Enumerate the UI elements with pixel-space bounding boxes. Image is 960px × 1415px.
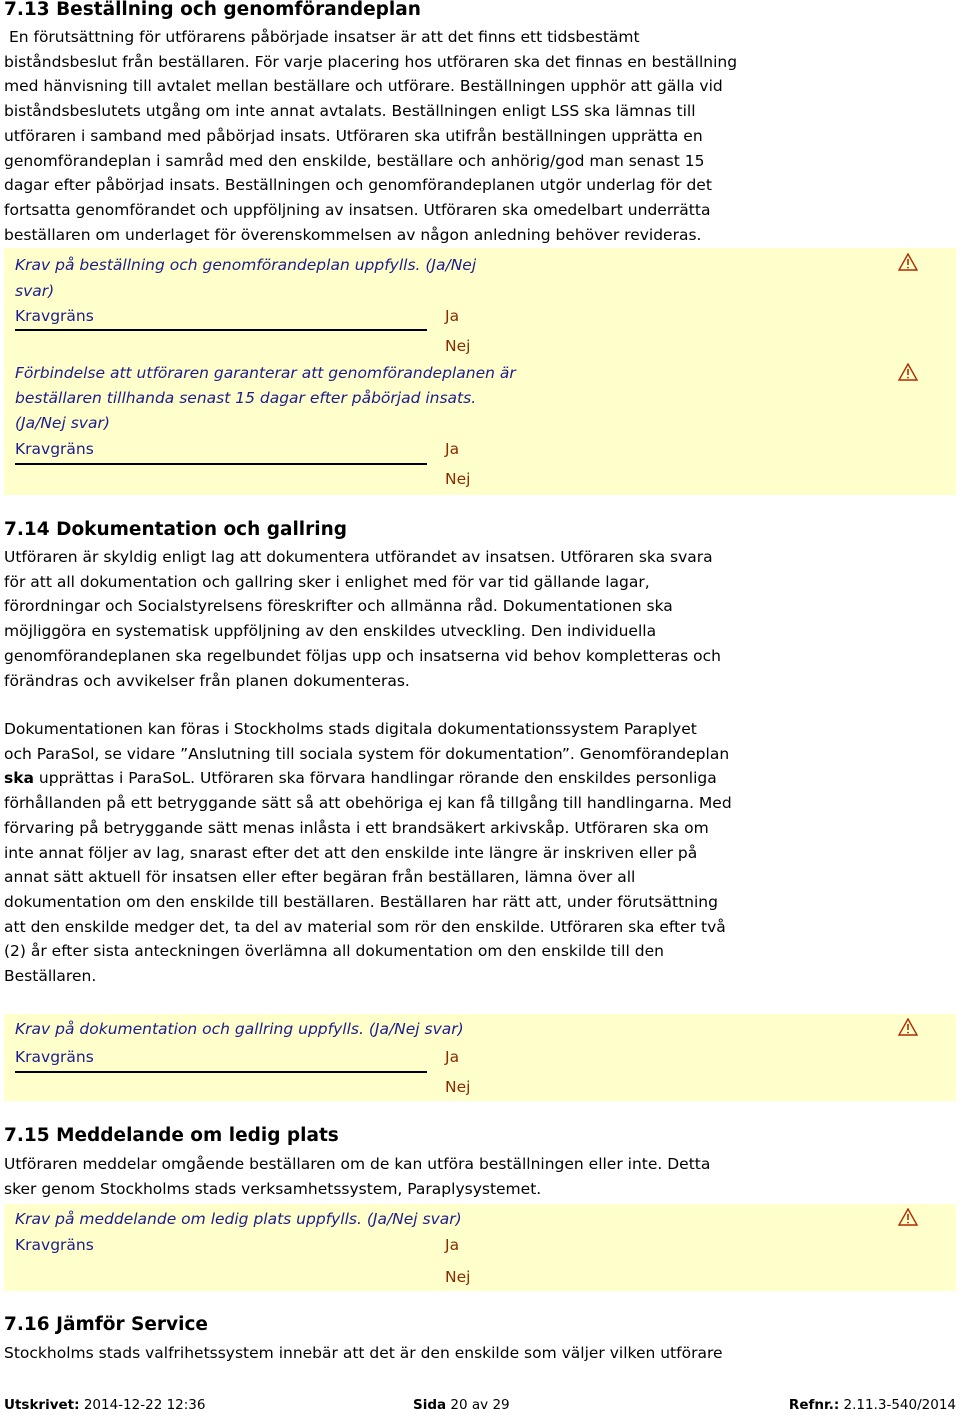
- paragraph-text: upprättas i ParaSoL. Utföraren ska förvara handlingar rörande den enskildes personliga förhållanden på ett betryggande sätt så att obehöriga ej kan få tillgång till handlingarna. Med förvaring på betryggande sätt menas inlåsta i ett brandsäkert arkivskåp. Utföraren ska om inte annat följer av lag, snarast efter det att den enskilde inte längre är inskriven eller på annat sätt aktuell för insatsen eller efter begäran från beställaren, lämna över all dokumentation om den enskilde till beställaren. Beställaren har rätt att, under förutsättning att den enskilde medger det, ta del av material som rör den enskilde. Utföraren ska efter två (2) år efter sista anteckningen överlämna all dokumentation om den enskilde till den Beställaren.: [4, 769, 732, 986]
- threshold-label: Kravgräns: [15, 440, 94, 458]
- warning-triangle-icon: [898, 253, 918, 271]
- answer-option-yes[interactable]: Ja: [445, 1048, 460, 1066]
- printed-label: Utskrivet:: [4, 1397, 80, 1413]
- warning-triangle-icon: [898, 1208, 918, 1226]
- reference-value: 2.11.3-540/2014: [839, 1397, 956, 1413]
- page-value: 20 av 29: [446, 1397, 510, 1413]
- answer-option-no[interactable]: Nej: [445, 470, 471, 488]
- requirement-box-1: [4, 248, 956, 495]
- page-number: [413, 1395, 510, 1415]
- requirement-question: Krav på meddelande om ledig plats uppfylls. (Ja/Nej svar): [15, 1210, 462, 1228]
- reference-number: [789, 1395, 956, 1415]
- printed-value: 2014-12-22 12:36: [79, 1397, 206, 1413]
- requirement-question: Förbindelse att utföraren garanterar att genomförandeplanen är beställaren tillhanda senast 15 dagar efter påbörjad insats. (Ja/Nej svar): [15, 364, 516, 432]
- section-heading-7-16: 7.16 Jämför Service: [4, 1314, 208, 1335]
- requirement-question: Krav på beställning och genomförandeplan uppfylls. (Ja/Nej svar): [15, 256, 477, 300]
- reference-label: Refnr.:: [788, 1397, 840, 1413]
- answer-option-yes[interactable]: Ja: [445, 307, 460, 325]
- warning-triangle-icon: [898, 1018, 918, 1036]
- warning-triangle-icon: [898, 363, 918, 381]
- threshold-divider: [15, 329, 427, 331]
- answer-option-yes[interactable]: Ja: [445, 1236, 460, 1254]
- section-text-7-13: En förutsättning för utförarens påbörjade insatser är att det finns ett tidsbestämt biståndsbeslut från beställaren. För varje placering hos utföraren ska det finnas en beställning med hänvisning till avtalet mellan beställare och utförare. Beställningen upphör att gälla vid biståndsbeslutets utgång om inte annat avtalats. Beställningen enligt LSS ska lämnas till utföraren i samband med påbörjad insats. Utföraren ska utifrån beställningen upprätta en genomförandeplan i samråd med den enskilde, beställare och anhörig/god man senast 15 dagar efter påbörjad insats. Beställningen och genomförandeplanen utgör underlag för det fortsatta genomförandet och uppföljning av insatsen. Utföraren ska omedelbart underrätta beställaren om underlaget för överenskommelsen av någon anledning behöver revideras.: [4, 28, 738, 244]
- section-text-7-14-paragraph-2: [4, 717, 956, 989]
- section-heading-7-15: 7.15 Meddelande om ledig plats: [4, 1125, 339, 1146]
- threshold-label: Kravgräns: [15, 1048, 94, 1066]
- requirement-box-2: [4, 1014, 956, 1101]
- threshold-label: Kravgräns: [15, 307, 94, 325]
- threshold-divider: [15, 463, 427, 465]
- section-text-7-14-paragraph-1: Utföraren är skyldig enligt lag att dokumentera utförandet av insatsen. Utföraren ska svara för att all dokumentation och gallring sker i enlighet med för var tid gällande lagar, förordningar och Socialstyrelsens föreskrifter och allmänna råd. Dokumentationen ska möjliggöra en systematisk uppföljning av den enskildes utveckling. Den individuella genomförandeplanen ska regelbundet följas upp och insatserna vid behov kompletteras och förändras och avvikelser från planen dokumenteras.: [4, 548, 721, 690]
- page-footer: [4, 1395, 956, 1415]
- threshold-label: Kravgräns: [15, 1236, 94, 1254]
- section-heading-7-13: 7.13 Beställning och genomförandeplan: [4, 0, 421, 20]
- page-label: Sida: [413, 1397, 447, 1413]
- threshold-divider: [15, 1071, 427, 1073]
- answer-option-yes[interactable]: Ja: [445, 440, 460, 458]
- section-text-7-16: Stockholms stads valfrihetssystem innebär att det är den enskilde som väljer vilken utförare: [4, 1344, 723, 1362]
- section-heading-7-14: 7.14 Dokumentation och gallring: [4, 519, 348, 540]
- paragraph-text: Dokumentationen kan föras i Stockholms stads digitala dokumentationssystem Paraplyet och ParaSol, se vidare ”Anslutning till sociala system för dokumentation”. Genomförandeplan: [4, 720, 730, 763]
- emphasis-text: ska: [4, 769, 34, 788]
- requirement-box-3: [4, 1204, 956, 1291]
- requirement-question: Krav på dokumentation och gallring uppfylls. (Ja/Nej svar): [15, 1020, 464, 1038]
- answer-option-no[interactable]: Nej: [445, 1268, 471, 1286]
- answer-option-no[interactable]: Nej: [445, 337, 471, 355]
- answer-option-no[interactable]: Nej: [445, 1078, 471, 1096]
- printed-date: [4, 1395, 205, 1415]
- section-text-7-15: Utföraren meddelar omgående beställaren om de kan utföra beställningen eller inte. Detta sker genom Stockholms stads verksamhetssystem, Paraplysystemet.: [4, 1155, 711, 1198]
